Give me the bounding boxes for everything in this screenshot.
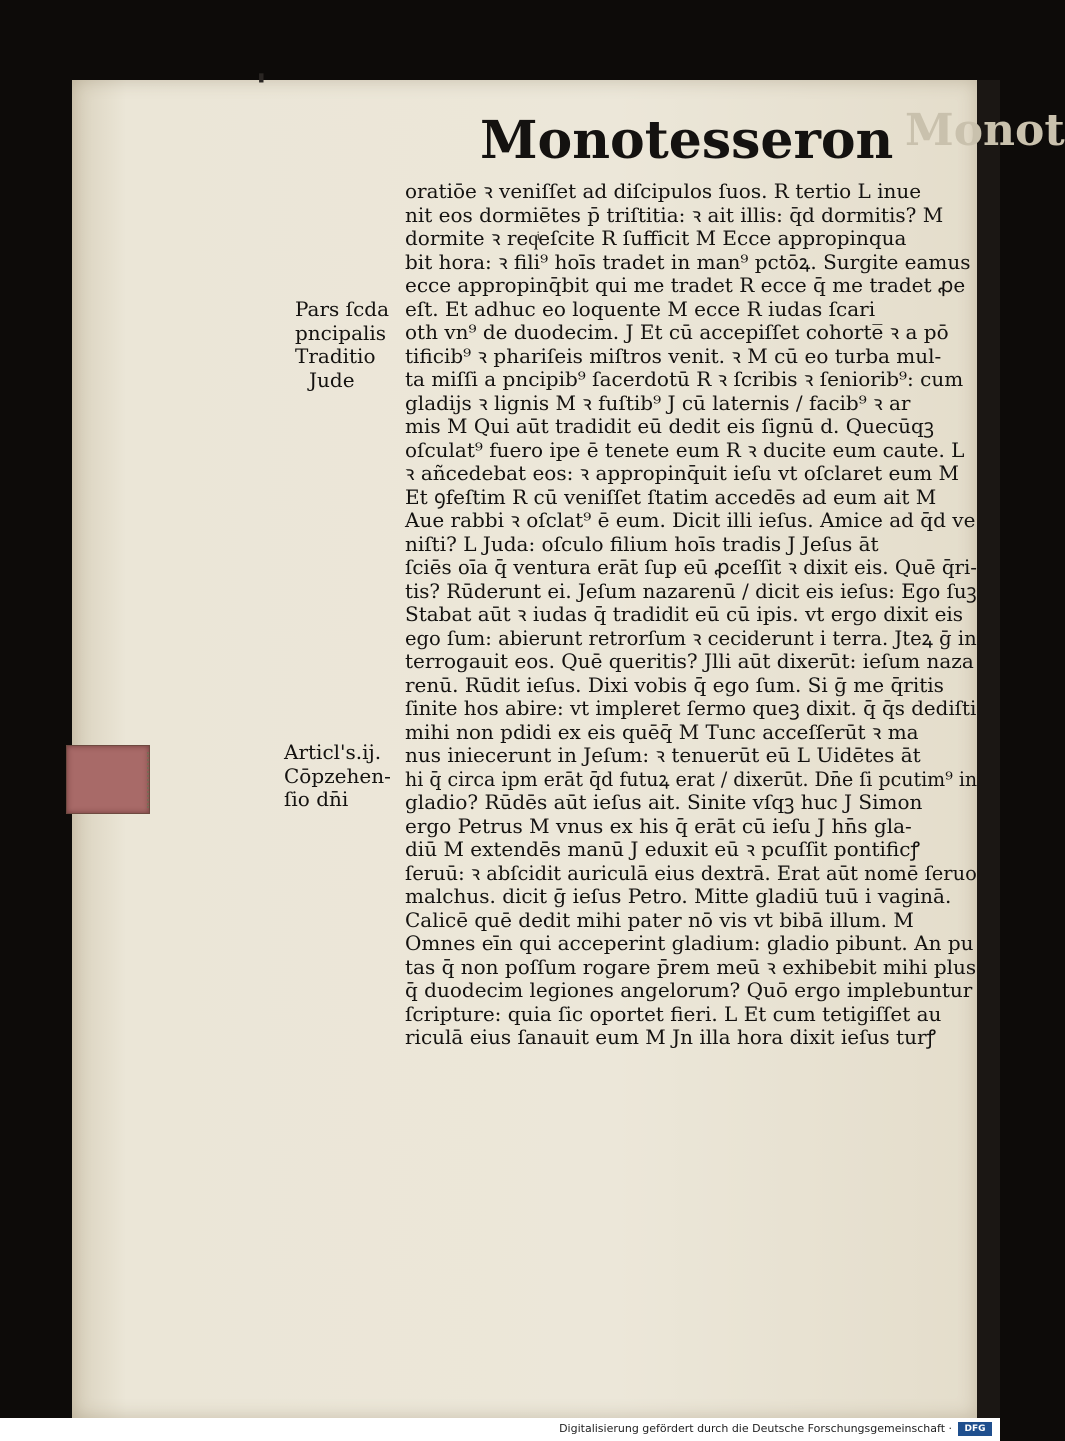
text-line: Omnes eīn qui acceperint gladium: gladio pibunt. An pu: [405, 931, 974, 955]
text-line: oth vn⁹ de duodecim. J Et cū accepiſſet cohorte̅ ꝛ a pō: [405, 320, 949, 344]
margin-note-line: ſio dn̄i: [284, 787, 349, 811]
text-line: nit eos dormiētes p̄ triſtitia: ꝛ ait illis: q̄d dormitis? M: [405, 202, 944, 227]
text-line: q̄ duodecim legiones angelorum? Quō ergo implebuntur: [405, 978, 973, 1002]
text-line: malchus. dicit ḡ ieſus Petro. Mitte gladiū tuū i vaginā.: [405, 884, 952, 908]
text-line: oſculat⁹ fuero ipe ē tenete eum R ꝛ ducite eum caute. L: [405, 437, 965, 462]
text-line: ergo Petrus M vnus ex his q̄ erāt cū ieſu J hn̄s gla-: [405, 813, 912, 838]
corner-mark: ▮: [258, 70, 265, 84]
text-line: renū. Rūdit ieſus. Dixi vobis q̄ ego ſum. Si ḡ me q̄ritis: [405, 672, 944, 697]
text-line: mihi non pdidi ex eis quēq̄ M Tunc acceſſerūt ꝛ ma: [405, 719, 919, 744]
footer-credit: Digitalisierung gefördert durch die Deutsche Forschungsgemeinschaft ·: [559, 1422, 952, 1435]
text-line: ꝛ añcedebat eos: ꝛ appropinq̄uit ieſu vt oſclaret eum M: [405, 461, 960, 485]
footer-bar: [0, 1418, 1000, 1441]
margin-note-line: pncipalis: [295, 320, 387, 345]
text-line: oratiōe ꝛ veniſſet ad diſcipulos ſuos. R tertio L inue: [405, 179, 922, 203]
text-line: Calicē quē dedit mihi pater nō vis vt bibā illum. M: [405, 907, 914, 932]
text-line: tis? Rūderunt ei. Jeſum nazarenū / dicit eis ieſus: Ego ſuꝫ: [405, 578, 977, 603]
margin-note-line: Articl's.ij.: [284, 740, 382, 764]
text-line: hi q̄ circa ipm erāt q̄d futuꝝ erat / dixerūt. Dn̄e ſi pcutim⁹ in: [405, 766, 978, 791]
red-tab-marker: [66, 745, 150, 814]
text-line: terrogauit eos. Quē queritis? Jlli aūt dixerūt: ieſum naza: [405, 649, 974, 673]
facing-page-title-ghost: Monot: [905, 105, 1065, 156]
text-line: ecce appropinq̄bit qui me tradet R ecce q̄ me tradet ꝓe: [405, 273, 966, 297]
text-line: Stabat aūt ꝛ iudas q̄ tradidit eū cū ipis. vt ergo dixit eis: [405, 602, 964, 626]
margin-note-line: Pars ſcda: [295, 297, 389, 321]
text-line: dormite ꝛ reqͥeſcite R ſufficit M Ecce appropinqua: [405, 226, 907, 250]
text-line: riculā eius ſanauit eum M Jn illa hora dixit ieſus turꝭ: [405, 1025, 936, 1049]
margin-note-line: Jude: [309, 367, 355, 392]
text-line: tificib⁹ ꝛ phariſeis miſtros venit. ꝛ M cū eo turba mul-: [405, 343, 942, 368]
text-line: ego ſum: abierunt retrorſum ꝛ ceciderunt i terra. Jteꝝ ḡ in: [405, 625, 977, 650]
text-line: ta miſſi a pncipib⁹ ſacerdotū R ꝛ ſcribis ꝛ ſeniorib⁹: cum: [405, 367, 964, 391]
text-line: gladijs ꝛ lignis M ꝛ fuſtib⁹ J cū laternis / facib⁹ ꝛ ar: [405, 390, 911, 415]
margin-note-line: Traditio: [295, 344, 376, 368]
text-line: eſt. Et adhuc eo loquente M ecce R iudas ſcari: [405, 296, 876, 321]
margin-note-articulus: [284, 741, 391, 812]
text-line: mis M Qui aūt tradidit eū dedit eis ſignū d. Quecūqꝫ: [405, 414, 934, 438]
text-line: ſcripture: quia ſic oportet fieri. L Et cum tetigiſſet au: [405, 1001, 942, 1026]
margin-note-traditio: [295, 298, 389, 392]
text-line: ſciēs oīa q̄ ventura erāt ſup eū ꝓceſſit ꝛ dixit eis. Quē q̄ri-: [405, 555, 978, 579]
margin-note-line: Cōpzehen-: [284, 763, 391, 788]
binding-edge: [977, 80, 1000, 1418]
main-text-column: [405, 180, 980, 1050]
dfg-logo: DFG: [958, 1422, 992, 1436]
text-line: gladio? Rūdēs aūt ieſus ait. Sinite vſqꝫ huc J Simon: [405, 790, 923, 814]
text-line: nus iniecerunt in Jeſum: ꝛ tenuerūt eū L Uidētes āt: [405, 743, 921, 767]
page-title: Monotesseron: [480, 110, 894, 171]
text-line: diū M extendēs manū J eduxit eū ꝛ pcuſſit pontificꝭ: [405, 837, 920, 861]
text-line: ſeruū: ꝛ abſcidit auriculā eius dextrā. Erat aūt nomē ſeruo: [405, 860, 977, 885]
text-line: bit hora: ꝛ fili⁹ hoīs tradet in man⁹ pctōꝝ. Surgite eamus: [405, 249, 971, 274]
text-line: niſti? L Juda: oſculo filium hoīs tradis J Jeſus āt: [405, 531, 879, 556]
text-line: tas q̄ non poſſum rogare p̄rem meū ꝛ exhibebit mihi plus: [405, 954, 977, 979]
text-line: ſinite hos abire: vt impleret ſermo queꝫ dixit. q̄ q̄s dediſti: [405, 696, 977, 720]
tab-stitching: [147, 752, 157, 808]
text-line: Aue rabbi ꝛ oſclat⁹ ē eum. Dicit illi ieſus. Amice ad q̄d ve: [405, 508, 976, 532]
text-line: Et ꝯfeſtim R cū veniſſet ſtatim accedēs ad eum ait M: [405, 484, 937, 509]
